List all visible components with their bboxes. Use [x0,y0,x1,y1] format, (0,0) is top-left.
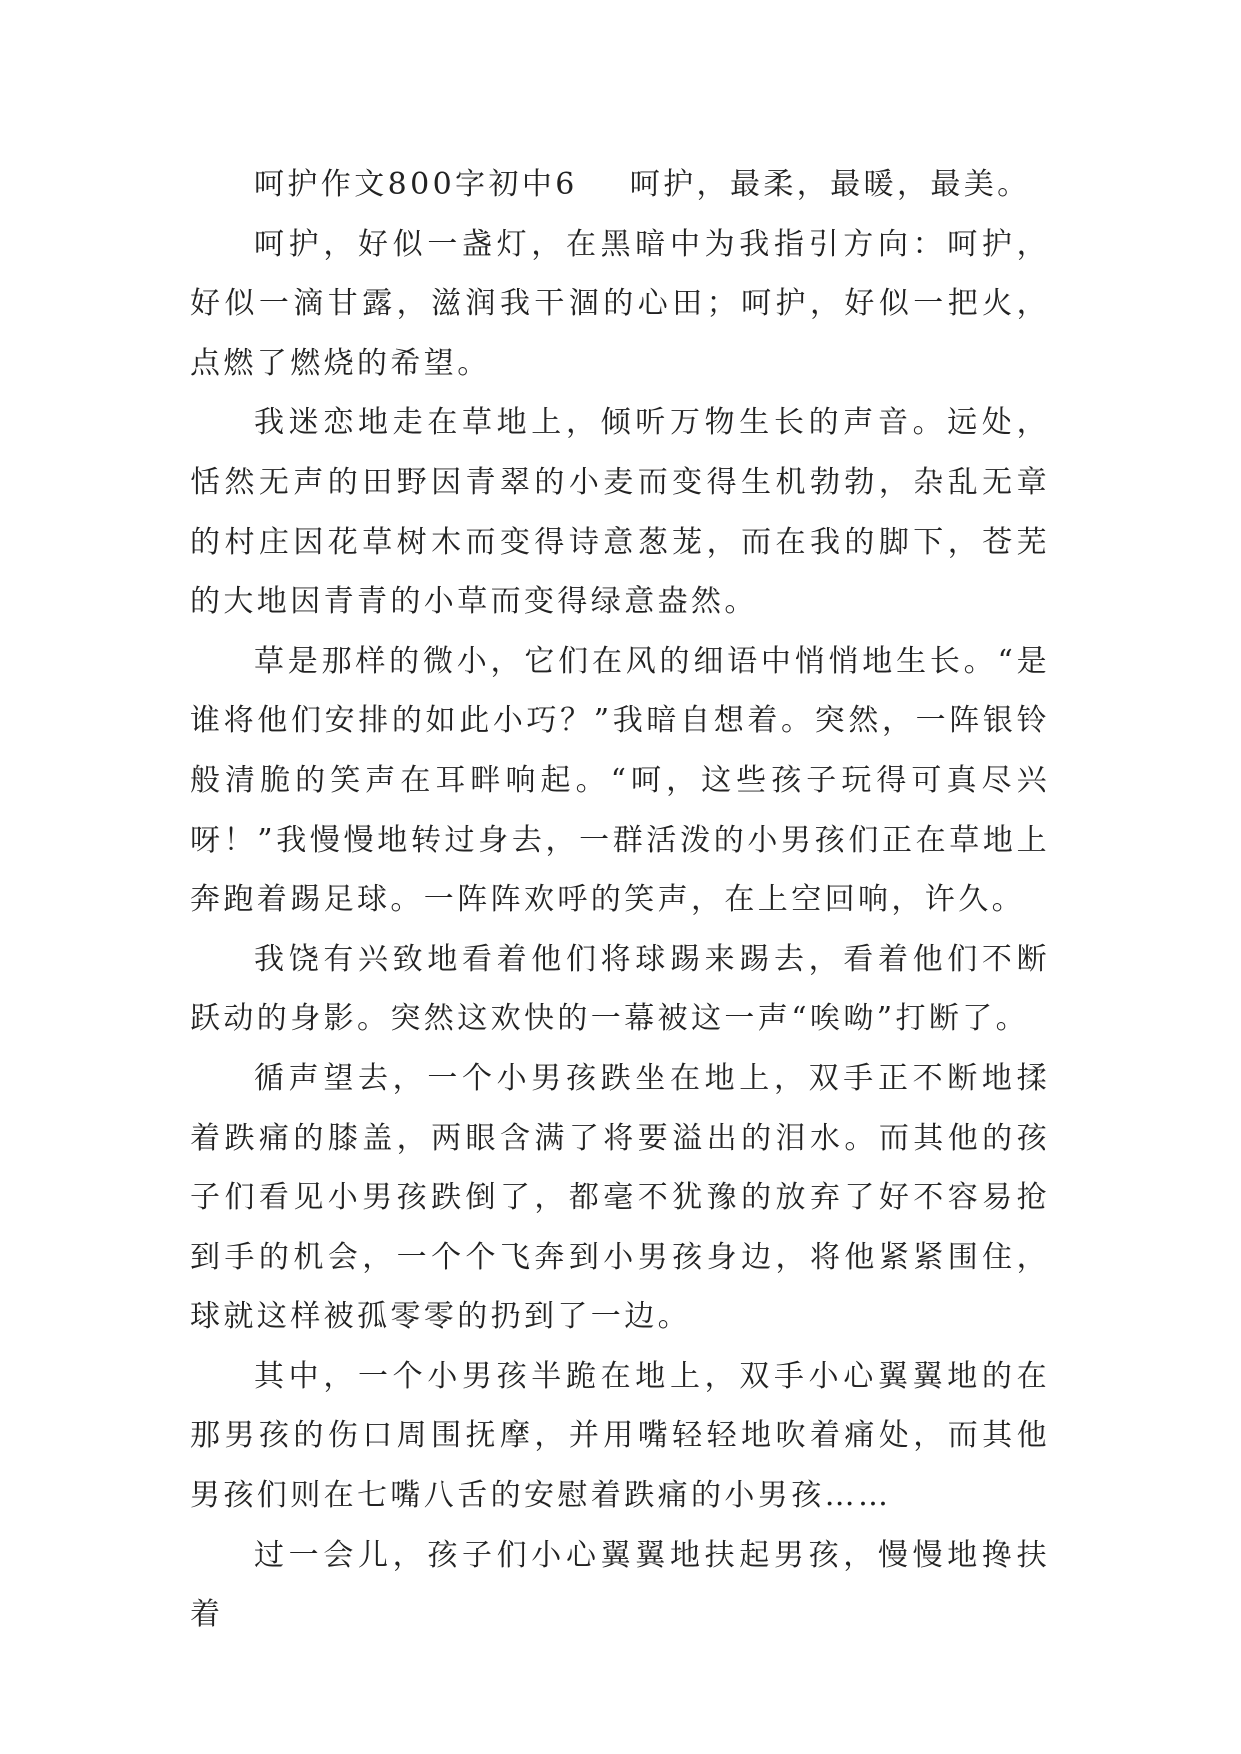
paragraph-4: 我饶有兴致地看着他们将球踢来踢去，看着他们不断跃动的身影。突然这欢快的一幕被这一声“唉呦”打断了。 [190,941,1050,1037]
paragraph-1: 呵护，好似一盏灯，在黑暗中为我指引方向：呵护，好似一滴甘露，滋润我干涸的心田；呵护，好似一把火，点燃了燃烧的希望。 [190,226,1050,381]
title-tail-text: 呵护，最柔，最暖，最美。 [629,167,1031,202]
paragraph-7: 过一会儿，孩子们小心翼翼地扶起男孩，慢慢地搀扶着 [190,1537,1050,1633]
title-paragraph [190,155,1050,215]
paragraph-6: 其中，一个小男孩半跪在地上，双手小心翼翼地的在那男孩的伤口周围抚摩，并用嘴轻轻地吹着痛处，而其他男孩们则在七嘴八舌的安慰着跌痛的小男孩…… [190,1358,1050,1514]
essay-body [190,155,1050,1645]
paragraph-3: 草是那样的微小，它们在风的细语中悄悄地生长。“是谁将他们安排的如此小巧？”我暗自想着。突然，一阵银铃般清脆的笑声在耳畔响起。“呵，这些孩子玩得可真尽兴呀！”我慢慢地转过身去，一群活泼的小男孩们正在草地上奔跑着踢足球。一阵阵欢呼的笑声，在上空回响，许久。 [190,643,1050,918]
paragraph-5: 循声望去，一个小男孩跌坐在地上，双手正不断地揉着跌痛的膝盖，两眼含满了将要溢出的泪水。而其他的孩子们看见小男孩跌倒了，都毫不犹豫的放弃了好不容易抢到手的机会，一个个飞奔到小男孩身边，将他紧紧围住，球就这样被孤零零的扔到了一边。 [190,1060,1050,1335]
essay-title: 呵护作文800字初中6 [254,167,578,202]
paragraph-2: 我迷恋地走在草地上，倾听万物生长的声音。远处，恬然无声的田野因青翠的小麦而变得生机勃勃，杂乱无章的村庄因花草树木而变得诗意葱茏，而在我的脚下，苍芜的大地因青青的小草而变得绿意盎然。 [190,405,1050,620]
